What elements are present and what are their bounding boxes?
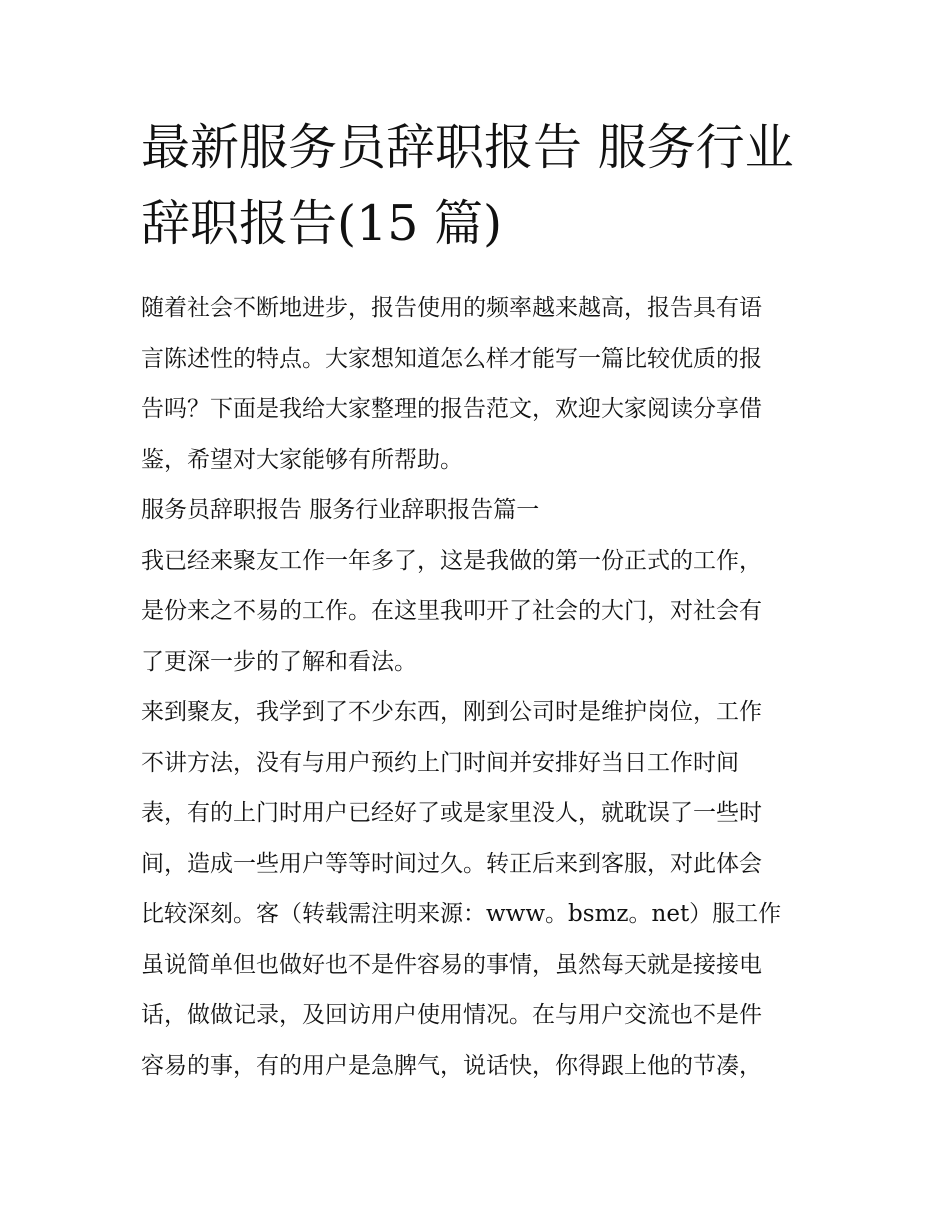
intro-line: 言陈述性的特点。大家想知道怎么样才能写一篇比较优质的报 xyxy=(141,345,762,372)
document-page xyxy=(141,110,813,1091)
intro-line: 告吗？下面是我给大家整理的报告范文，欢迎大家阅读分享借 xyxy=(141,396,762,422)
document-title xyxy=(141,110,813,262)
paragraph-line: 是份来之不易的工作。在这里我叩开了社会的大门，对社会有 xyxy=(141,598,762,624)
paragraph-2 xyxy=(141,687,813,1091)
paragraph-line: 来到聚友，我学到了不少东西，刚到公司时是维护岗位，工作 xyxy=(141,699,762,725)
title-line-2: 辞职报告(15 篇) xyxy=(141,195,503,252)
paragraph-line: 话，做做记录，及回访用户使用情况。在与用户交流也不是件 xyxy=(141,1002,762,1028)
intro-line: 鉴，希望对大家能够有所帮助。 xyxy=(141,446,463,473)
paragraph-line: 我已经来聚友工作一年多了，这是我做的第一份正式的工作， xyxy=(141,547,762,574)
paragraph-line: 容易的事，有的用户是急脾气，说话快，你得跟上他的节凑， xyxy=(141,1052,762,1079)
intro-paragraph xyxy=(141,283,813,485)
paragraph-line: 虽说简单但也做好也不是件容易的事情，虽然每天就是接接电 xyxy=(141,951,762,978)
paragraph-1 xyxy=(141,536,813,688)
paragraph-line: 不讲方法，没有与用户预约上门时间并安排好当日工作时间 xyxy=(141,749,739,776)
intro-line: 随着社会不断地进步，报告使用的频率越来越高，报告具有语 xyxy=(141,295,762,321)
paragraph-line: 了更深一步的了解和看法。 xyxy=(141,648,417,675)
section-heading: 服务员辞职报告 服务行业辞职报告篇一 xyxy=(141,497,540,523)
paragraph-line: 表，有的上门时用户已经好了或是家里没人，就耽误了一些时 xyxy=(141,800,762,826)
paragraph-line: 间，造成一些用户等等时间过久。转正后来到客服，对此体会 xyxy=(141,850,762,877)
paragraph-line: 比较深刻。客（转载需注明来源：www。bsmz。net）服工作 xyxy=(141,901,782,927)
title-line-1: 最新服务员辞职报告 服务行业 xyxy=(141,119,794,176)
